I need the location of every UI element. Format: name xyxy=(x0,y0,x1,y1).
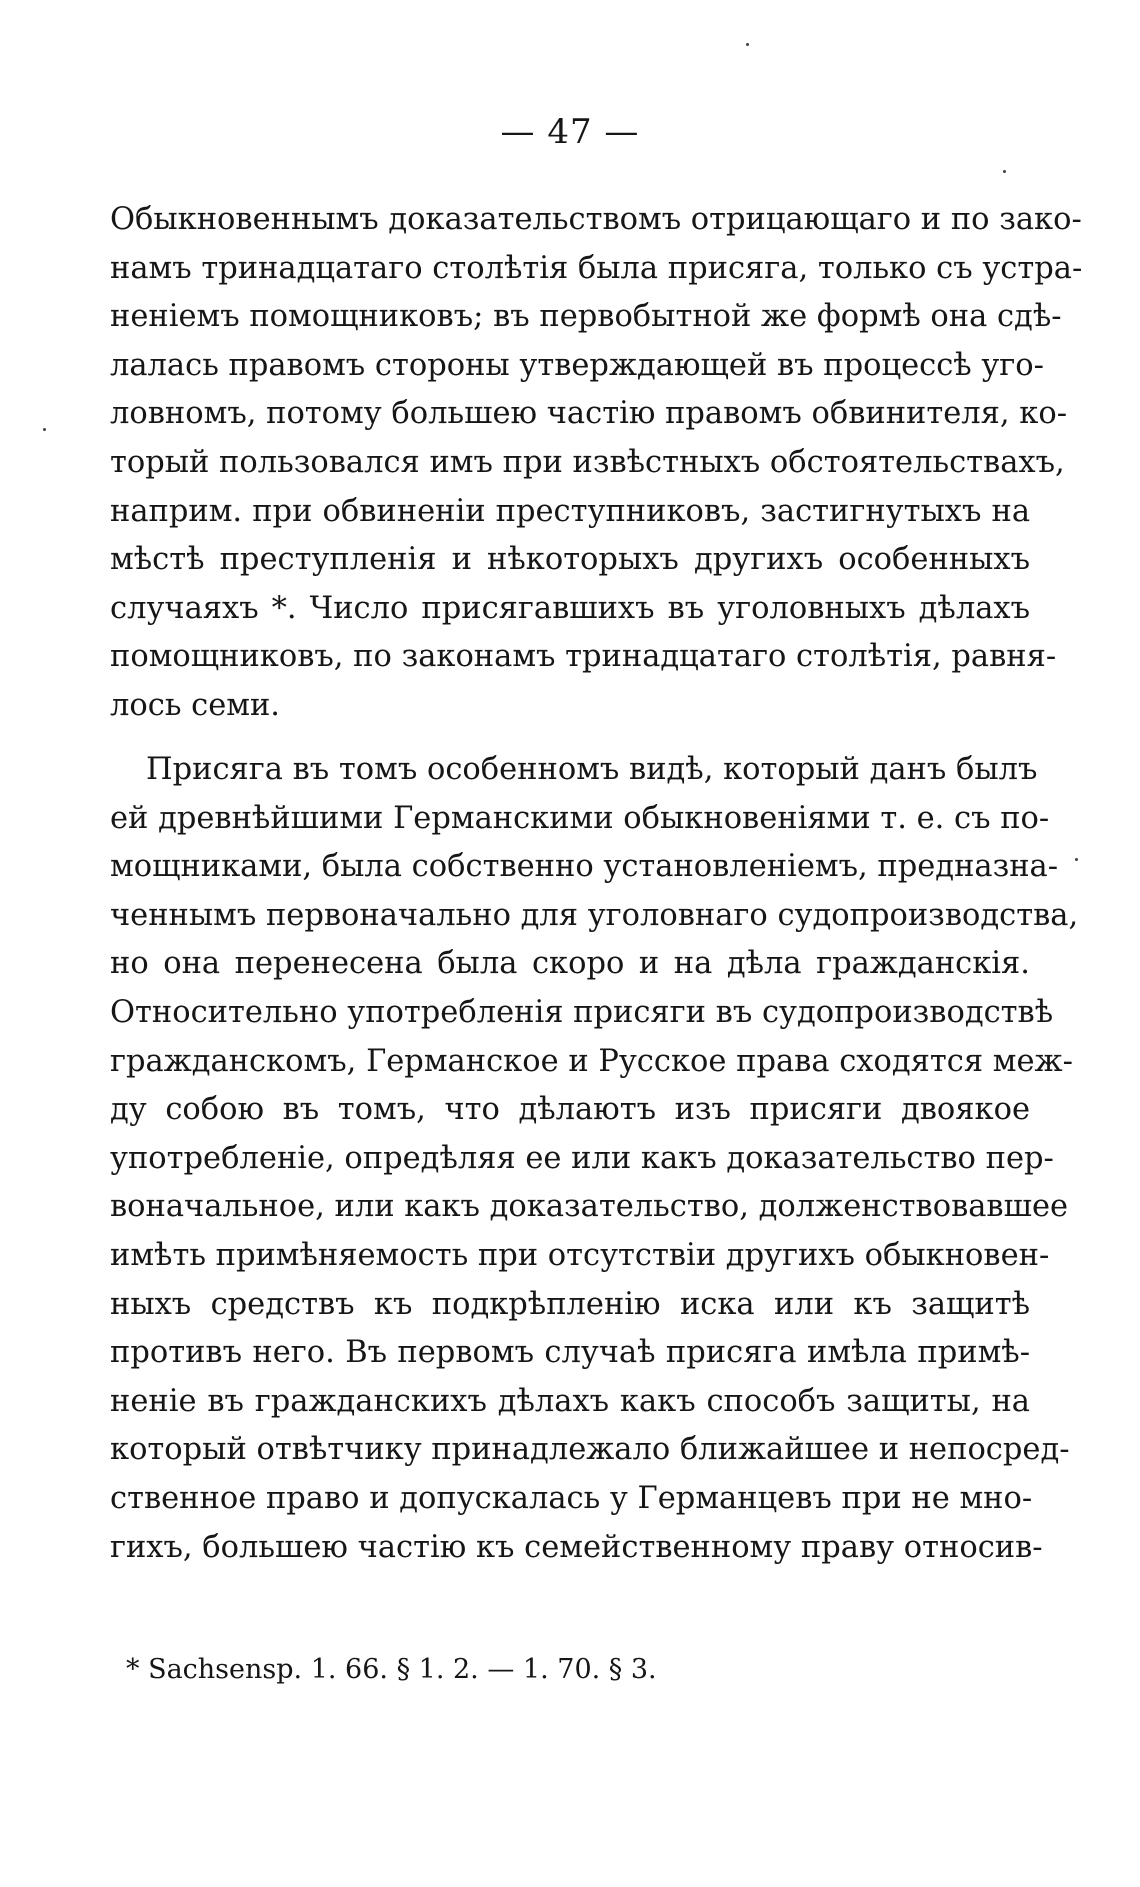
text-line: мощниками, была собственно установленіемъ, предназна- xyxy=(110,849,1059,885)
text-line: ду собою въ томъ, что дѣлаютъ изъ присяги двоякое xyxy=(110,1092,1030,1128)
text-line: случаяхъ *. Число присягавшихъ въ уголовныхъ дѣлахъ xyxy=(110,590,1030,626)
paragraph-1 xyxy=(110,196,1083,731)
text-line: ей древнѣйшими Германскими обыкновеніями т. е. съ по- xyxy=(110,800,1050,836)
text-line: лось семи. xyxy=(110,687,280,723)
text-line: ственное право и допускалась у Германцевъ при не мно- xyxy=(110,1480,1033,1516)
text-line: Обыкновеннымъ доказательствомъ отрицающаго и по зако- xyxy=(110,202,1082,237)
text-line: мѣстѣ преступленія и нѣкоторыхъ другихъ особенныхъ xyxy=(110,542,1030,578)
text-line: который отвѣтчику принадлежало ближайшее и непосред- xyxy=(110,1432,1070,1468)
text-line: гихъ, большею частію къ семейственному праву относив- xyxy=(110,1529,1043,1565)
text-line: но она перенесена была скоро и на дѣла гражданскія. xyxy=(110,946,1030,982)
text-line: ныхъ средствъ къ подкрѣпленію иска или къ защитѣ xyxy=(110,1286,1030,1322)
text-line: противъ него. Въ первомъ случаѣ присяга имѣла примѣ- xyxy=(110,1335,1030,1371)
text-line: лалась правомъ стороны утверждающей въ процессѣ уго- xyxy=(110,347,1044,383)
text-line: Относительно употребленія присяги въ судопроизводствѣ xyxy=(110,994,1054,1030)
scan-speck xyxy=(1075,858,1078,861)
text-line: неніемъ помощниковъ; въ первобытной же формѣ она сдѣ- xyxy=(110,299,1062,335)
text-line: помощниковъ, по законамъ тринадцатаго столѣтія, равня- xyxy=(110,639,1057,675)
text-line: ченнымъ первоначально для уголовнаго судопроизводства, xyxy=(110,897,1079,933)
text-line: намъ тринадцатаго столѣтія была присяга, только съ устра- xyxy=(110,250,1083,286)
text-line: воначальное, или какъ доказательство, долженствовавшее xyxy=(110,1189,1069,1225)
page-number: — 47 — xyxy=(500,112,640,152)
scan-speck xyxy=(43,428,46,431)
paragraph-2 xyxy=(110,746,1079,1572)
text-line: употребленіе, опредѣляя ее или какъ доказательство пер- xyxy=(110,1140,1054,1176)
text-line: Присяга въ томъ особенномъ видѣ, который данъ былъ xyxy=(146,752,1038,787)
text-line: ловномъ, потому большею частію правомъ обвинителя, ко- xyxy=(110,396,1068,432)
text-line: неніе въ гражданскихъ дѣлахъ какъ способъ защиты, на xyxy=(110,1383,1030,1419)
footnote: * Sachsensp. 1. 66. § 1. 2. — 1. 70. § 3. xyxy=(126,1654,657,1685)
text-line: наприм. при обвиненіи преступниковъ, застигнутыхъ на xyxy=(110,493,1030,529)
scan-speck xyxy=(1003,170,1006,173)
text-line: торый пользовался имъ при извѣстныхъ обстоятельствахъ, xyxy=(110,444,1065,480)
text-line: гражданскомъ, Германское и Русское права сходятся меж- xyxy=(110,1043,1073,1079)
text-line: имѣть примѣняемость при отсутствіи другихъ обыкновен- xyxy=(110,1237,1050,1273)
scan-speck xyxy=(746,43,749,46)
